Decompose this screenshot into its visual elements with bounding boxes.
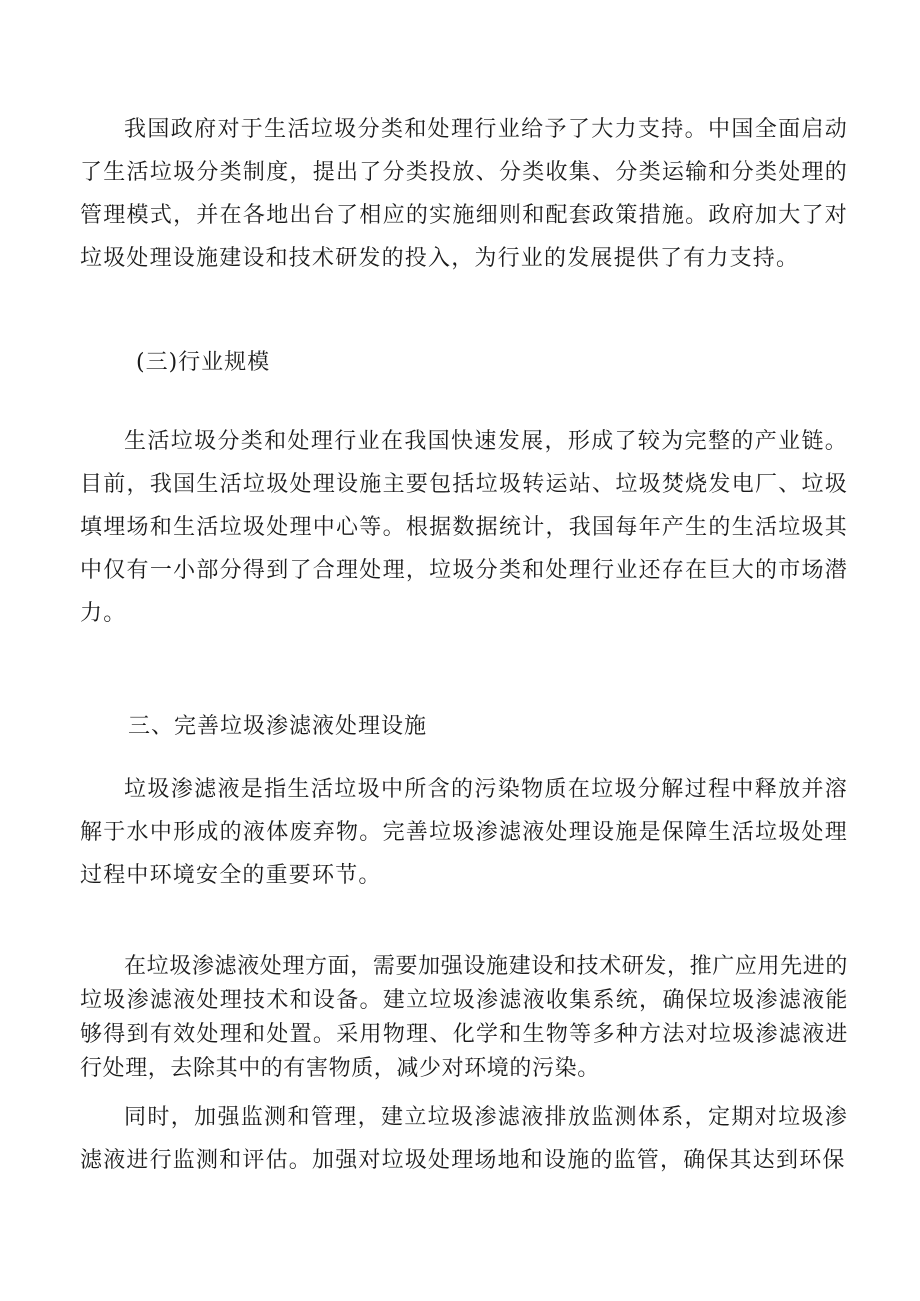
paragraph-leachate-treatment: 在垃圾渗滤液处理方面，需要加强设施建设和技术研发，推广应用先进的垃圾渗滤液处理技术和设备。建立垃圾渗滤液收集系统，确保垃圾渗滤液能够得到有效处理和处置。采用物理、化学和生物等多种方法对垃圾渗滤液进行处理，去除其中的有害物质，减少对环境的污染。: [80, 954, 848, 1081]
heading-industry-scale: (三)行业规模: [136, 350, 271, 375]
paragraph-monitoring: 同时，加强监测和管理，建立垃圾渗滤液排放监测体系，定期对垃圾渗滤液进行监测和评估。加强对垃圾处理场地和设施的监管，确保其达到环保: [80, 1105, 848, 1173]
paragraph-government-support: 我国政府对于生活垃圾分类和处理行业给予了大力支持。中国全面启动了生活垃圾分类制度，提出了分类投放、分类收集、分类运输和分类处理的管理模式，并在各地出台了相应的实施细则和配套政策措施。政府加大了对垃圾处理设施建设和技术研发的投入，为行业的发展提供了有力支持。: [80, 117, 848, 271]
heading-section-leachate: 三、完善垃圾渗滤液处理设施: [128, 714, 428, 739]
paragraph-leachate-definition: 垃圾渗滤液是指生活垃圾中所含的污染物质在垃圾分解过程中释放并溶解于水中形成的液体废弃物。完善垃圾渗滤液处理设施是保障生活垃圾处理过程中环境安全的重要环节。: [80, 777, 848, 888]
paragraph-industry-scale: 生活垃圾分类和处理行业在我国快速发展，形成了较为完整的产业链。目前，我国生活垃圾处理设施主要包括垃圾转运站、垃圾焚烧发电厂、垃圾填埋场和生活垃圾处理中心等。根据数据统计，我国每年产生的生活垃圾其中仅有一小部分得到了合理处理，垃圾分类和处理行业还存在巨大的市场潜力。: [80, 429, 848, 626]
